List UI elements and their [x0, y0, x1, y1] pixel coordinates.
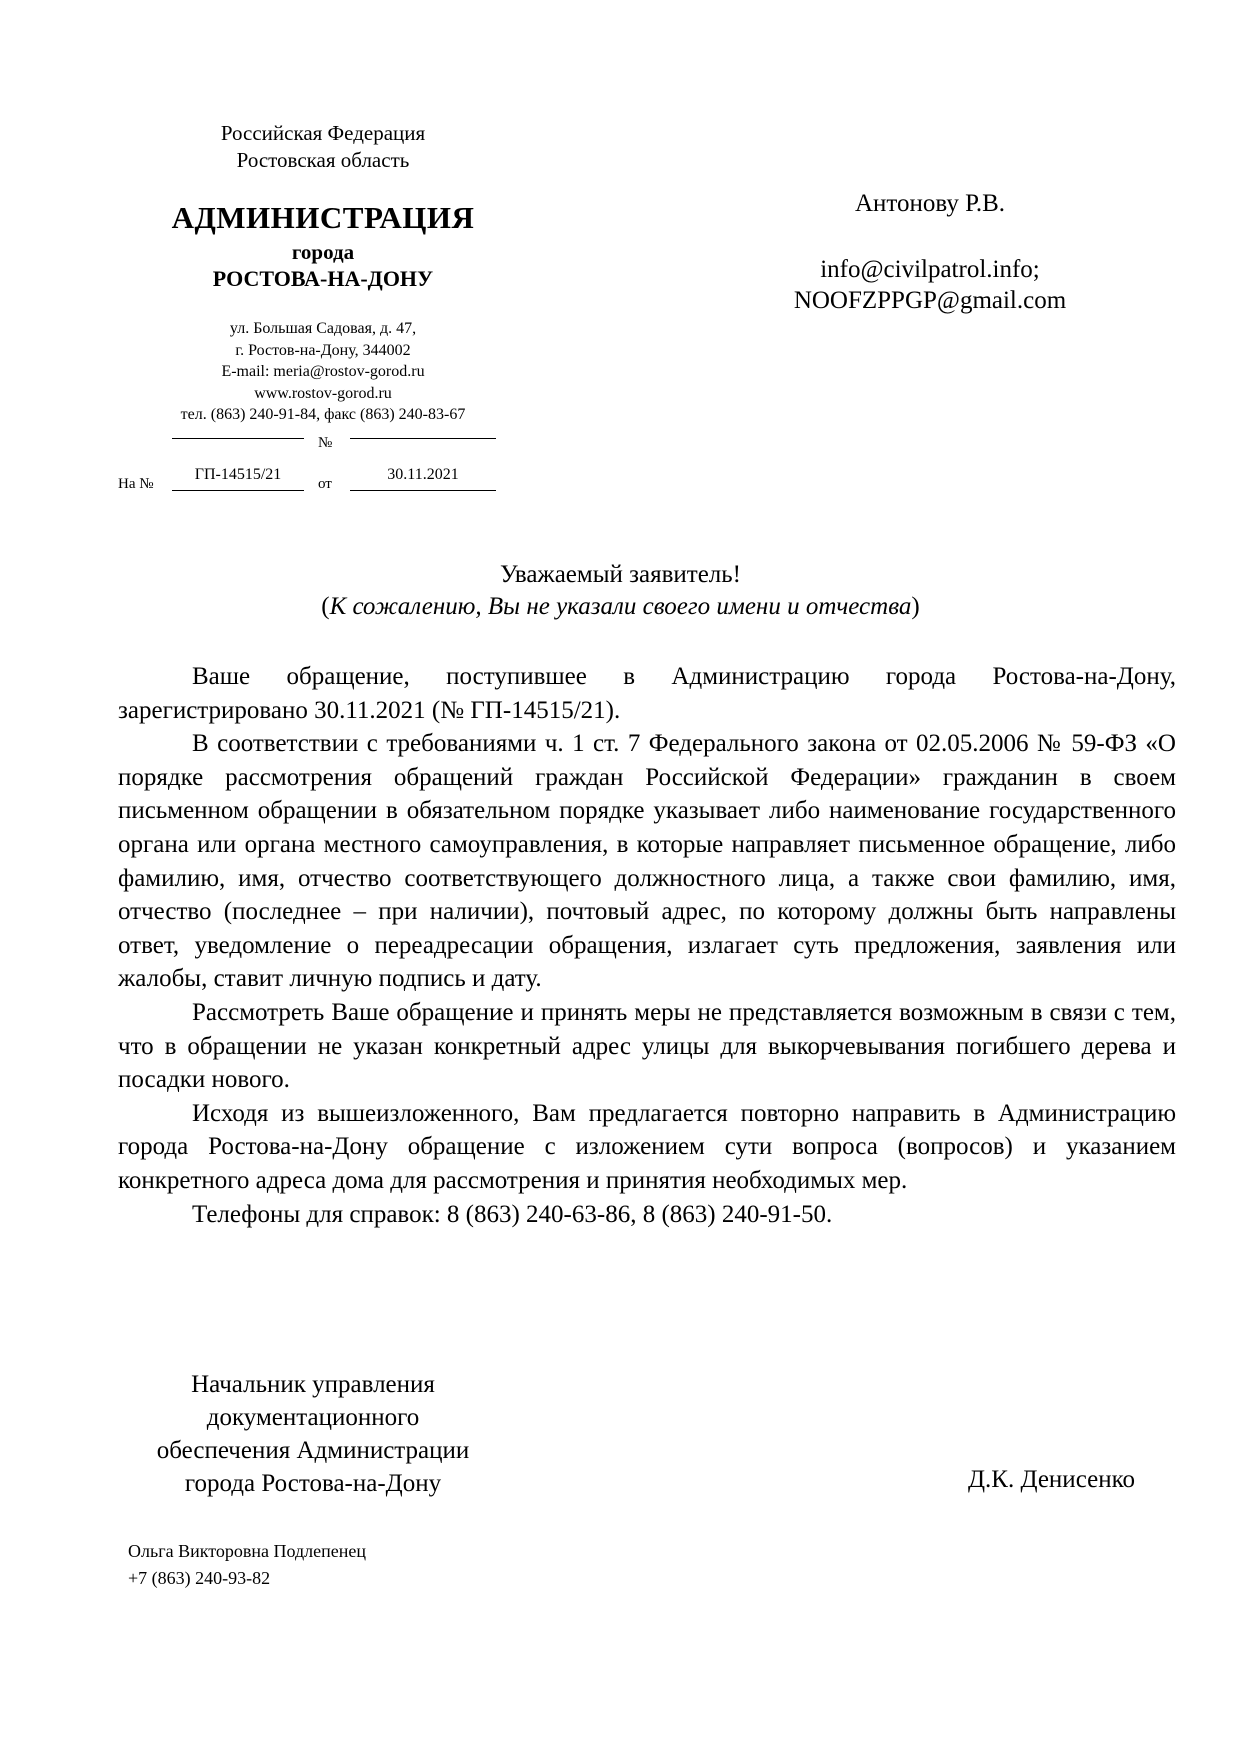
body-paragraph-recommendation: Исходя из вышеизложенного, Вам предлагается повторно направить в Администрацию города Ростова-на-Дону обращение с изложением сути вопроса (вопросов) и указанием конкретного адреса дома для рассмотрения и принятия необходимых мер. [118, 1099, 1176, 1194]
salutation: Уважаемый заявитель! [499, 561, 742, 588]
address-line-2: г. Ростов-на-Дону, 344002 [235, 341, 411, 359]
signatory-title-line-2: документационного [206, 1404, 420, 1431]
executor-phone: +7 (863) 240-93-82 [128, 1568, 271, 1588]
address-line-1: ул. Большая Садовая, д. 47, [229, 320, 417, 337]
close-paren: ) [911, 593, 920, 620]
addressee-email-1: info@civilpatrol.info; [820, 256, 1040, 283]
signatory-name: Д.К. Денисенко [968, 1466, 1135, 1493]
letter-body [118, 660, 1176, 1231]
open-paren: ( [321, 593, 330, 620]
incoming-date: 30.11.2021 [387, 466, 459, 483]
letterhead-country-region [120, 120, 526, 174]
letterhead-contacts [120, 318, 526, 426]
salutation-note-text: К сожалению, Вы не указали своего имени и отчества [329, 593, 912, 620]
on-no-label: На № [118, 476, 154, 492]
outgoing-no-label: № [318, 435, 333, 451]
signatory-title-line-1: Начальник управления [191, 1371, 435, 1398]
from-label: от [318, 476, 332, 492]
addressee-name: Антонову Р.В. [854, 190, 1006, 217]
signatory-title [128, 1368, 498, 1500]
addressee-email-2: NOOFZPPGP@gmail.com [793, 287, 1067, 314]
body-paragraph-registration: Ваше обращение, поступившее в Администрацию города Ростова-на-Дону, зарегистрировано 30.11.2021 (№ ГП-14515/21). [118, 663, 1176, 724]
city-line-2: РОСТОВА-НА-ДОНУ [212, 266, 434, 291]
signatory-title-line-3: обеспечения Администрации [156, 1437, 470, 1464]
incoming-number: ГП-14515/21 [194, 466, 282, 483]
city-line-1: города [291, 240, 355, 264]
region: Ростовская область [236, 148, 410, 172]
incoming-date-line [350, 490, 496, 491]
outgoing-number-line [172, 438, 304, 439]
body-paragraph-refusal-reason: Рассмотреть Ваше обращение и принять меры не представляется возможным в связи с тем, что в обращении не указан конкретный адрес улицы для выкорчевывания погибшего дерева и посадки нового. [118, 998, 1176, 1094]
signatory-title-line-4: города Ростова-на-Дону [184, 1470, 442, 1497]
org-website: www.rostov-gorod.ru [254, 384, 392, 402]
salutation-note [0, 593, 1241, 621]
org-email: E-mail: meria@rostov-gorod.ru [221, 363, 425, 380]
executor-block [128, 1538, 528, 1592]
outgoing-date-line [350, 438, 496, 439]
incoming-number-line [172, 490, 304, 491]
executor-name: Ольга Викторовна Подлепенец [128, 1541, 366, 1561]
organization-name: АДМИНИСТРАЦИЯ [171, 200, 475, 235]
org-phones: тел. (863) 240-91-84, факс (863) 240-83-67 [180, 406, 466, 423]
body-paragraph-legal-requirements: В соответствии с требованиями ч. 1 ст. 7 Федерального закона от 02.05.2006 № 59-ФЗ «О порядке рассмотрения обращений граждан Российской Федерации» гражданин в своем письменном обращении в обязательном порядке указывает либо наименование государственного органа или органа местного самоуправления, в которые направляет письменное обращение, либо фамилию, имя, отчество соответствующего должностного лица, а также свои фамилию, имя, отчество (последнее – при наличии), почтовый адрес, по которому должны быть направлены ответ, уведомление о переадресации обращения, излагает суть предложения, заявления или жалобы, ставит личную подпись и дату. [118, 730, 1176, 993]
body-paragraph-phones: Телефоны для справок: 8 (863) 240-63-86, 8 (863) 240-91-50. [192, 1200, 833, 1228]
country: Российская Федерация [220, 121, 426, 145]
